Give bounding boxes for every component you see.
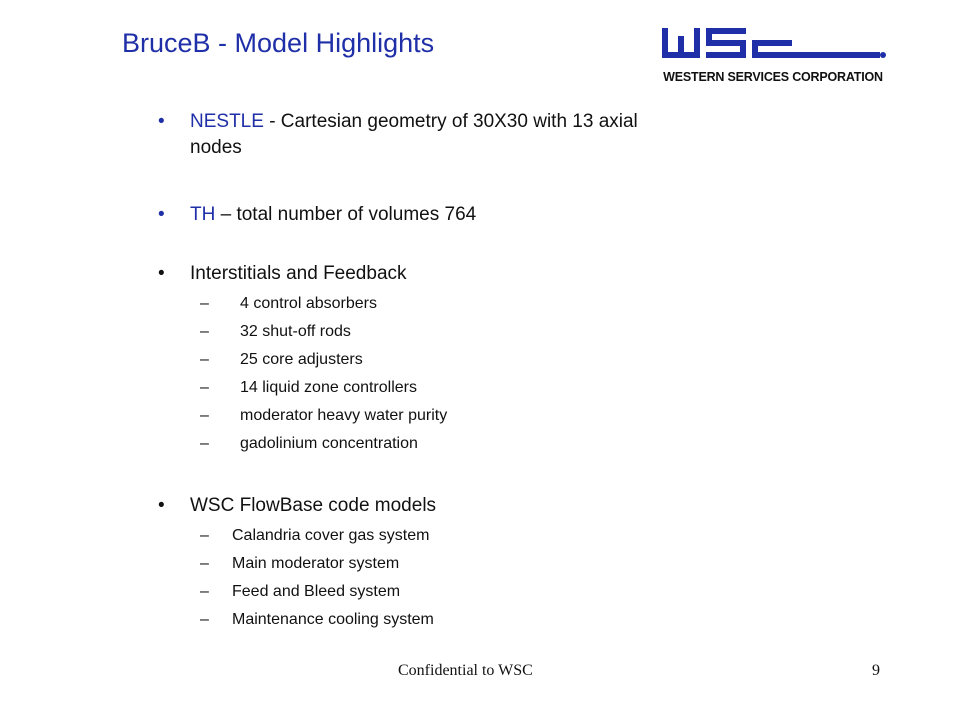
bullet-dot: •	[158, 495, 165, 516]
dash: –	[200, 351, 209, 368]
dash: –	[200, 407, 209, 424]
sub-item-text: Calandria cover gas system	[232, 527, 430, 544]
bullet-highlight: NESTLE	[190, 111, 264, 132]
slide-title: BruceB - Model Highlights	[122, 28, 435, 58]
dash: –	[200, 611, 209, 628]
sub-item-text: Maintenance cooling system	[232, 611, 434, 628]
wsc-logo-mark	[660, 24, 890, 70]
sub-item-text: moderator heavy water purity	[240, 407, 448, 424]
bullet-text: Interstitials and Feedback	[190, 263, 407, 284]
footer-text: Confidential to WSC	[398, 662, 533, 679]
logo-caption: WESTERN SERVICES CORPORATION	[663, 70, 883, 84]
bullet-dot: •	[158, 204, 165, 225]
dash: –	[200, 295, 209, 312]
bullet-text: – total number of volumes 764	[215, 204, 477, 225]
sub-item-text: Feed and Bleed system	[232, 583, 401, 600]
dash: –	[200, 323, 209, 340]
dash: –	[200, 527, 209, 544]
sub-item-text: Main moderator system	[232, 555, 400, 572]
page-number: 9	[872, 662, 880, 679]
dash: –	[200, 583, 209, 600]
sub-item-text: 4 control absorbers	[240, 295, 377, 312]
bullet-dot: •	[158, 111, 165, 132]
dash: –	[200, 555, 209, 572]
bullet-highlight: TH	[190, 204, 216, 225]
dash: –	[200, 435, 209, 452]
bullet-text: WSC FlowBase code models	[190, 495, 437, 516]
dash: –	[200, 379, 209, 396]
sub-item-text: 25 core adjusters	[240, 351, 363, 368]
bullet-text: - Cartesian geometry of 30X30 with 13 axial	[263, 111, 638, 132]
bullet-text-continued: nodes	[190, 137, 242, 158]
bullet-dot: •	[158, 263, 165, 284]
sub-item-text: 14 liquid zone controllers	[240, 379, 417, 396]
sub-item-text: gadolinium concentration	[240, 435, 418, 452]
sub-item-text: 32 shut-off rods	[240, 323, 351, 340]
wsc-logo	[660, 24, 890, 88]
